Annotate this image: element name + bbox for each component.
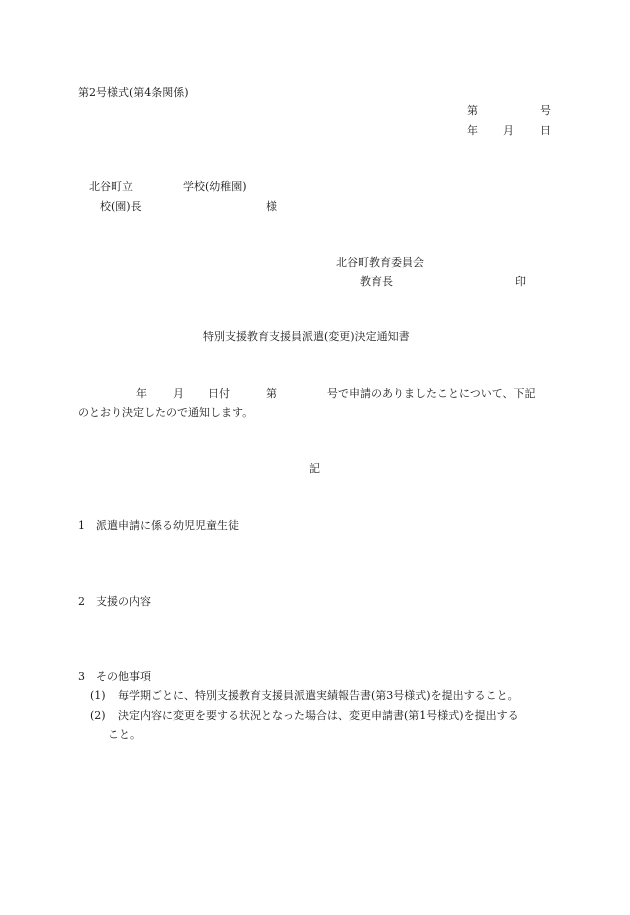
recipient-school-type: 学校(幼稚園) <box>183 180 247 193</box>
subitem-1-text: 毎学期ごとに、特別支援教育支援員派遣実績報告書(第3号様式)を提出すること。 <box>118 689 519 702</box>
doc-number-go: 号 <box>540 104 551 117</box>
doc-number-dai: 第 <box>467 104 478 117</box>
sender-seal: 印 <box>515 275 526 288</box>
sender-org: 北谷町教育委員会 <box>336 256 424 269</box>
date-year: 年 <box>467 124 478 137</box>
body-go-rest: 号で申請のありましたことについて、下記 <box>327 387 536 400</box>
recipient-school: 北谷町立 <box>89 180 133 193</box>
date-day: 日 <box>540 124 551 137</box>
item-1-text: 派遣申請に係る幼児児童生徒 <box>96 519 239 532</box>
body-dai: 第 <box>266 387 277 400</box>
date-month: 月 <box>503 124 514 137</box>
recipient-principal: 校(園)長 <box>100 200 142 213</box>
subitem-2-continuation: こと。 <box>108 728 141 741</box>
item-3-text: その他事項 <box>96 670 151 683</box>
recipient-honorific: 様 <box>266 200 277 213</box>
item-1-number: 1 <box>78 519 85 532</box>
item-2-text: 支援の内容 <box>96 595 151 608</box>
form-label: 第2号様式(第4条関係) <box>78 86 189 99</box>
ki-mark: 記 <box>309 462 320 475</box>
subitem-2-number: (2) <box>90 709 106 722</box>
subitem-1-number: (1) <box>90 689 106 702</box>
document-title: 特別支援教育支援員派遣(変更)決定通知書 <box>203 330 410 343</box>
item-2-number: 2 <box>78 595 85 608</box>
body-month: 月 <box>173 387 184 400</box>
subitem-2-text: 決定内容に変更を要する状況となった場合は、変更申請書(第1号様式)を提出する <box>118 709 519 722</box>
body-line2: のとおり決定したので通知します。 <box>78 406 254 419</box>
sender-title: 教育長 <box>360 275 393 288</box>
item-3-number: 3 <box>78 670 85 683</box>
body-year: 年 <box>136 387 147 400</box>
body-day-dated: 日付 <box>208 387 230 400</box>
